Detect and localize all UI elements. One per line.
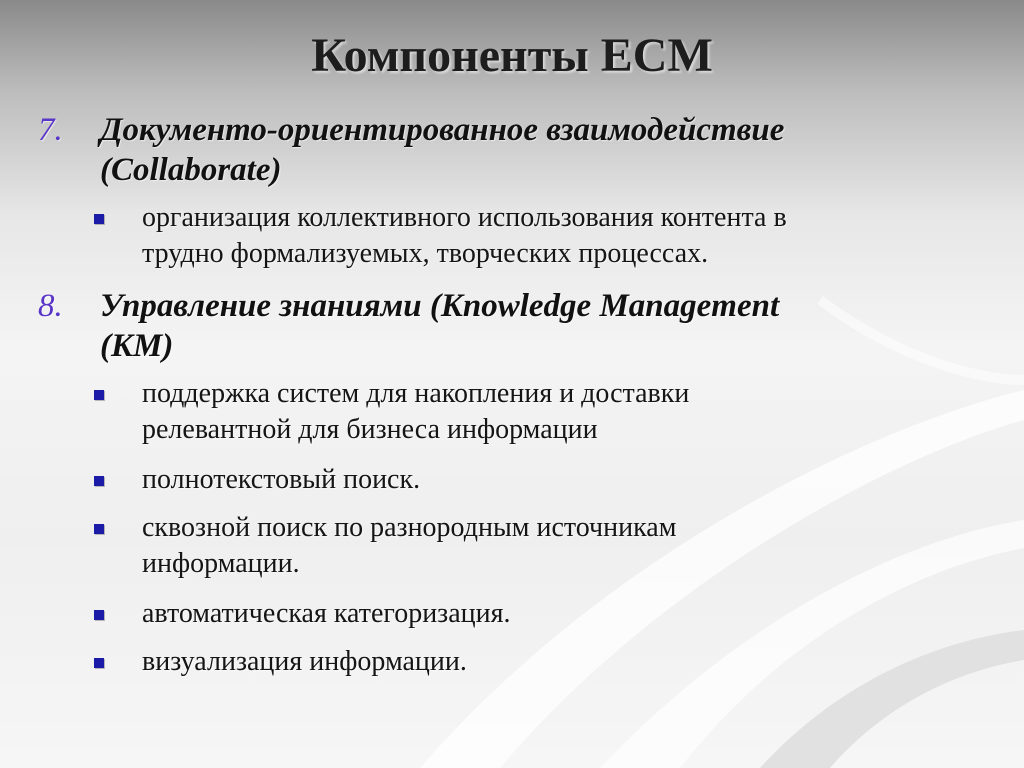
bullet-item bbox=[34, 200, 994, 272]
bullet-list bbox=[34, 376, 994, 680]
item-number: 7. bbox=[38, 112, 63, 148]
item-heading-line: Документо-ориентированное взаимодействие bbox=[100, 112, 785, 148]
bullet-text-line: релевантной для бизнеса информации bbox=[142, 414, 598, 445]
bullet-item bbox=[34, 376, 994, 448]
numbered-item-7 bbox=[34, 110, 994, 190]
bullet-text-line: поддержка систем для накопления и доставки bbox=[142, 378, 690, 409]
square-bullet-icon bbox=[94, 390, 104, 400]
bullet-item bbox=[34, 462, 994, 498]
square-bullet-icon bbox=[94, 476, 104, 486]
bullet-text-line: организация коллективного использования контента в bbox=[142, 202, 787, 233]
bullet-item bbox=[34, 510, 994, 582]
bullet-text-line: автоматическая категоризация. bbox=[142, 598, 511, 629]
bullet-text-line: информации. bbox=[142, 548, 300, 579]
bullet-text-line: визуализация информации. bbox=[142, 646, 467, 677]
square-bullet-icon bbox=[94, 524, 104, 534]
slide-title: Компоненты ECM bbox=[311, 29, 713, 82]
bullet-text-line: полнотекстовый поиск. bbox=[142, 464, 421, 495]
item-heading-line: Управление знаниями (Knowledge Management bbox=[100, 288, 780, 324]
item-heading-line: (KM) bbox=[100, 328, 174, 364]
bullet-item bbox=[34, 596, 994, 632]
item-number: 8. bbox=[38, 288, 63, 324]
item-heading-line: (Collaborate) bbox=[100, 152, 282, 188]
bullet-text-line: трудно формализуемых, творческих процессах. bbox=[142, 238, 709, 269]
square-bullet-icon bbox=[94, 658, 104, 668]
square-bullet-icon bbox=[94, 214, 104, 224]
bullet-item bbox=[34, 644, 994, 680]
bullet-text-line: сквозной поиск по разнородным источникам bbox=[142, 512, 677, 543]
slide-content bbox=[34, 110, 994, 680]
square-bullet-icon bbox=[94, 610, 104, 620]
bullet-list bbox=[34, 200, 994, 272]
numbered-item-8 bbox=[34, 286, 994, 366]
